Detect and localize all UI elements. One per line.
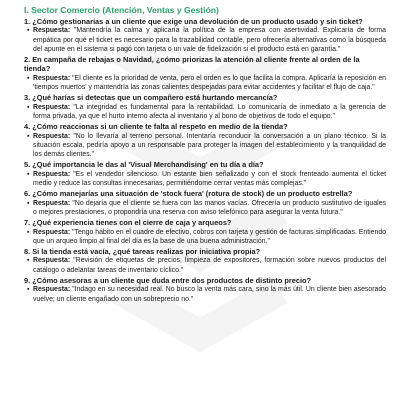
- answer-label: Respuesta:: [33, 199, 71, 207]
- question-text: 8. Si la tienda está vacía, ¿qué tareas realizas por iniciativa propia?: [24, 247, 261, 257]
- question-text: 7. ¿Qué experiencia tienes con el cierre de caja y arqueos?: [24, 218, 232, 228]
- answer-item: [24, 103, 386, 122]
- answer-text: "No lo llevaría al terreno personal. Intentaría reconducir la conversación a un plano técnico. Si la situación escala, pediría apoyo a un responsable para proteger la imagen del establecimiento y la tranquilidad de los demás clientes.": [33, 132, 386, 159]
- answer-label: Respuesta:: [33, 228, 71, 236]
- bullet-icon: ▪: [27, 286, 30, 294]
- answer-body: [33, 74, 386, 93]
- answer-body: [33, 199, 386, 218]
- answer-body: [33, 256, 386, 275]
- question-text: 1. ¿Cómo gestionarías a un cliente que exige una devolución de un producto usado y sin ticket?: [24, 17, 363, 26]
- section-title: I. Sector Comercio (Atención, Ventas y Gestión): [24, 5, 219, 15]
- answer-text: "Es el vendedor silencioso. Un estante bien señalizado y con el stock frenteado aumenta el ticket medio y reduce las consultas innecesarias, permitiéndome cerrar ventas más complejas.": [33, 170, 386, 188]
- answer-body: [33, 103, 386, 122]
- bullet-icon: ▪: [27, 132, 30, 140]
- answer-label: Respuesta:: [33, 132, 71, 140]
- answer-body: [33, 26, 386, 54]
- answer-text: "No dejaría que el cliente se fuera con las manos vacías. Ofrecería un producto sustitutivo de iguales o mejores prestaciones, o propondría una reserva con aviso telefónico para asegurar la venta futura.": [33, 199, 386, 216]
- question-text: 6. ¿Cómo manejarías una situación de 'stock fuera' (rotura de stock) de un producto estrella?: [24, 189, 353, 199]
- question-text: 5. ¿Qué importancia le das al 'Visual Merchandising' en tu día a día?: [24, 160, 264, 170]
- answer-text: "Mantendría la calma y aplicaría la política de la empresa con asertividad. Explicaría de forma empática por qué el ticket es necesario para la trazabilidad contable, pero ofrecería alternativas como la búsqueda del apunte en el sistema si pagó con tarjeta o un vale de fidelización si el producto está en garantía.": [33, 27, 386, 53]
- bullet-icon: ▪: [27, 103, 30, 111]
- question-text: 4. ¿Cómo reaccionas si un cliente te falta al respeto en medio de la tienda?: [24, 122, 288, 132]
- answer-item: [24, 74, 386, 93]
- answer-label: Respuesta:: [33, 257, 71, 265]
- answer-body: [33, 285, 386, 304]
- answer-item: [24, 285, 386, 304]
- answer-item: [24, 170, 386, 189]
- answer-label: Respuesta:: [33, 74, 71, 82]
- answer-body: [33, 170, 386, 189]
- answer-text: "El cliente es la prioridad de venta, pero el orden es lo que facilita la compra. Aplicaría la reposición en 'tiempos muertos' y mantendría las zonas calientes despejadas para evitar accidentes y facilitar el flujo de caja.": [33, 74, 386, 92]
- bullet-icon: ▪: [27, 199, 30, 207]
- answer-item: [24, 256, 386, 275]
- question-text: 9. ¿Cómo asesoras a un cliente que duda entre dos productos de distinto precio?: [24, 276, 312, 286]
- bullet-icon: ▪: [27, 74, 30, 82]
- answer-item: [24, 132, 386, 160]
- answer-body: [33, 132, 386, 160]
- answer-text: "Indago en su necesidad real. No busco la venta más cara, sino la más útil. Un cliente bien asesorado vuelve; un cliente engañado con un sobreprecio no.": [33, 286, 386, 303]
- answer-label: Respuesta:: [33, 286, 71, 294]
- qa-list: [24, 17, 386, 304]
- answer-body: [33, 228, 386, 247]
- question-text: 3. ¿Qué harías si detectas que un compañero está hurtando mercancía?: [24, 93, 278, 103]
- answer-text: "Revisión de etiquetas de precios, limpieza de expositores, formación sobre nuevos productos del catálogo o adelantar tareas de inventario cíclico.": [33, 257, 386, 274]
- answer-label: Respuesta:: [33, 103, 71, 111]
- bullet-icon: ▪: [27, 170, 30, 178]
- answer-label: Respuesta:: [33, 170, 71, 178]
- answer-text: "Tengo hábito en el cuadre de efectivo, cobros con tarjeta y gestión de facturas simplificadas. Entiendo que un arqueo limpio al final del día es la base de una buena administración.": [33, 228, 386, 245]
- answer-item: [24, 228, 386, 247]
- answer-item: [24, 199, 386, 218]
- bullet-icon: ▪: [27, 228, 30, 236]
- question-text: 2. En campaña de rebajas o Navidad, ¿cómo priorizas la atención al cliente frente al orden de la tienda?: [24, 55, 360, 74]
- answer-item: [24, 26, 386, 54]
- answer-label: Respuesta:: [33, 27, 71, 35]
- bullet-icon: ▪: [27, 257, 30, 265]
- answer-text: "La integridad es fundamental para la rentabilidad. Lo comunicaría de inmediato a la gerencia de forma privada, ya que el hurto interno afecta al inventario y al bono de objetivos de todo el equipo.": [33, 103, 386, 120]
- bullet-icon: ▪: [27, 27, 30, 35]
